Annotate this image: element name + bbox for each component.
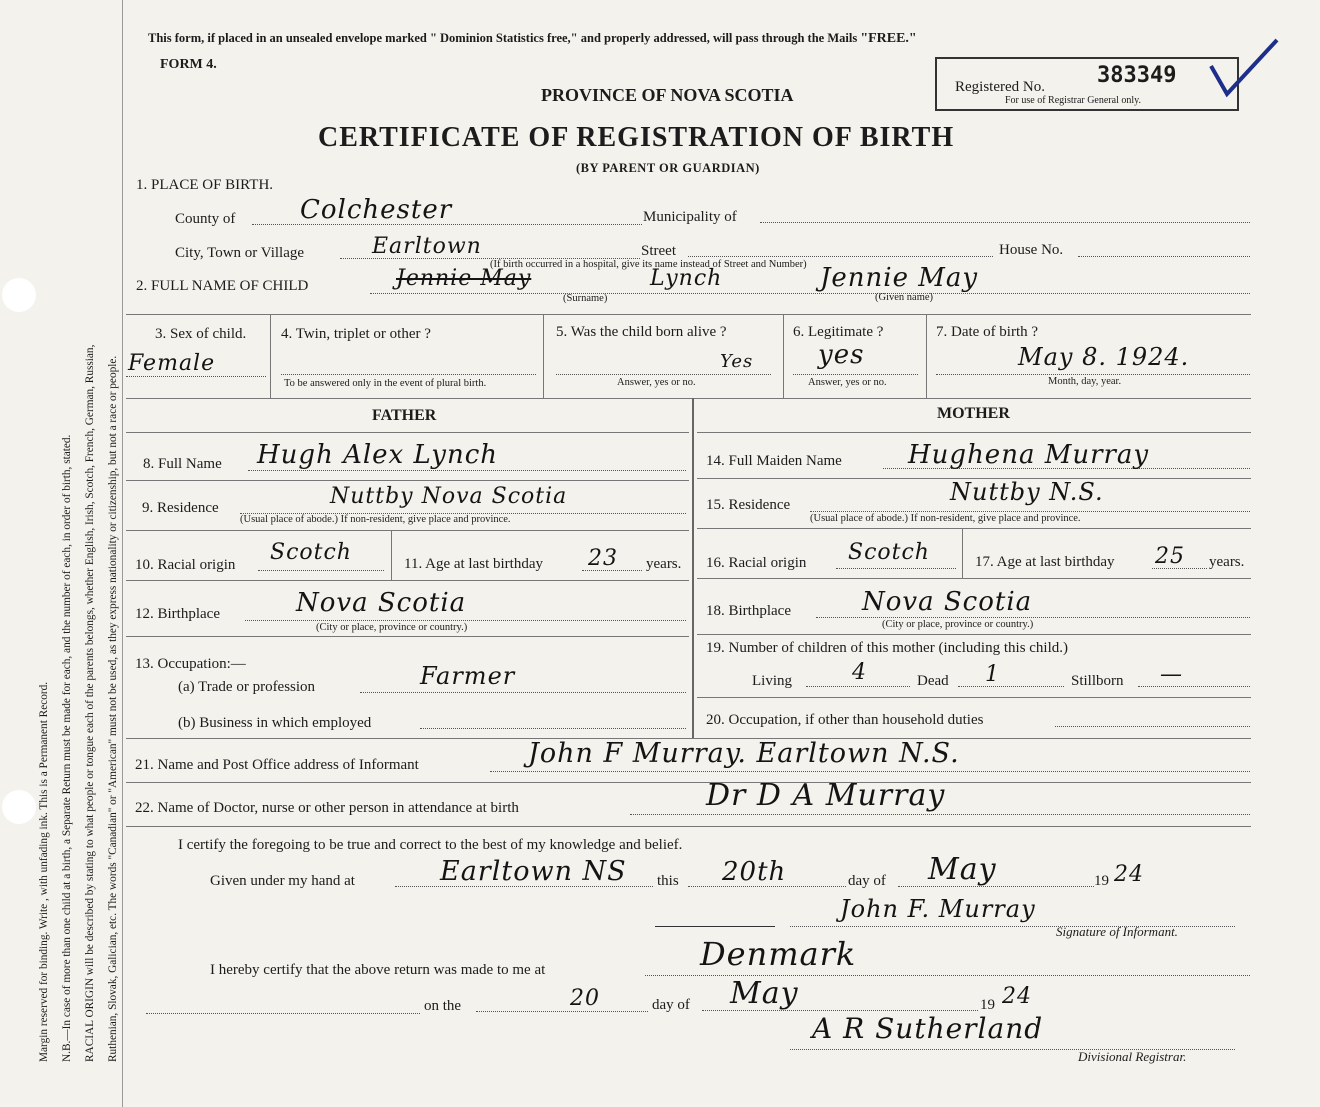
page-title: CERTIFICATE OF REGISTRATION OF BIRTH [318, 122, 955, 153]
doctor-value: Dr D A Murray [706, 778, 946, 813]
form-number: FORM 4. [160, 57, 217, 72]
legitimate-label: 6. Legitimate ? [793, 324, 884, 340]
child-name-label: 2. FULL NAME OF CHILD [136, 278, 309, 294]
father-residence-value: Nuttby Nova Scotia [330, 484, 568, 509]
father-heading: FATHER [372, 407, 437, 424]
father-race-value: Scotch [270, 540, 352, 565]
father-trade-value: Farmer [420, 662, 516, 690]
dob-label: 7. Date of birth ? [936, 324, 1039, 340]
on-the-label: on the [424, 998, 462, 1014]
alive-value: Yes [720, 351, 754, 372]
mail-notice-free: "FREE." [860, 31, 917, 46]
dob-value: May 8. 1924. [1018, 343, 1190, 371]
father-name-label: 8. Full Name [143, 456, 222, 472]
given-day-of-label: day of [848, 873, 886, 889]
punch-hole-bottom [2, 790, 36, 824]
mother-residence-note: (Usual place of abode.) If non-resident, give place and province. [810, 513, 1081, 524]
mother-name-value: Hughena Murray [908, 440, 1150, 470]
twin-label: 4. Twin, triplet or other ? [281, 326, 431, 342]
informant-signature: John F. Murray [840, 895, 1036, 923]
living-label: Living [752, 673, 792, 689]
dead-label: Dead [917, 673, 949, 689]
given-place-value: Earltown NS [440, 856, 627, 887]
informant-signature-label: Signature of Informant. [1056, 924, 1178, 939]
child-name-struck: Jennie May [396, 266, 532, 291]
mother-years: years. [1209, 554, 1245, 570]
province-heading: PROVINCE OF NOVA SCOTIA [541, 85, 794, 105]
father-residence-note: (Usual place of abode.) If non-resident, give place and province. [240, 514, 511, 525]
municipality-label: Municipality of [643, 209, 737, 225]
county-label: County of [175, 211, 236, 227]
registrar-day-of-label: day of [652, 997, 690, 1013]
father-birthplace-note: (City or place, province or country.) [316, 622, 468, 633]
registrar-day-value: 20 [570, 986, 600, 1011]
mother-children-label: 19. Number of children of this mother (including this child.) [706, 640, 1069, 656]
registrar-year-prefix: 19 [980, 997, 995, 1013]
mother-age-value: 25 [1155, 544, 1185, 569]
mother-birthplace-note: (City or place, province or country.) [882, 619, 1034, 630]
registrar-year-value: 24 [1002, 984, 1032, 1009]
mother-name-label: 14. Full Maiden Name [706, 453, 842, 469]
father-years: years. [646, 556, 682, 572]
dob-note: Month, day, year. [1048, 376, 1122, 387]
doctor-label: 22. Name of Doctor, nurse or other person in attendance at birth [135, 800, 519, 816]
hospital-note: (If birth occurred in a hospital, give its name instead of Street and Number) [490, 259, 807, 270]
dead-value: 1 [985, 662, 1000, 687]
given-label: Given under my hand at [210, 873, 355, 889]
punch-hole-top [2, 278, 36, 312]
father-age-value: 23 [588, 546, 618, 571]
legitimate-value: yes [818, 340, 865, 370]
father-age-label: 11. Age at last birthday [404, 556, 543, 572]
mother-residence-value: Nuttby N.S. [950, 478, 1104, 506]
cert-statement: I certify the foregoing to be true and correct to the best of my knowledge and belief. [178, 837, 683, 853]
sex-value: Female [128, 351, 216, 376]
registered-label: Registered No. [955, 79, 1045, 95]
informant-label: 21. Name and Post Office address of Informant [135, 757, 419, 773]
twin-note: To be answered only in the event of plural birth. [284, 378, 487, 389]
legitimate-note: Answer, yes or no. [808, 377, 887, 388]
father-name-value: Hugh Alex Lynch [257, 440, 499, 470]
mother-race-value: Scotch [848, 540, 930, 565]
alive-label: 5. Was the child born alive ? [556, 324, 727, 340]
mother-race-label: 16. Racial origin [706, 555, 807, 571]
mother-birthplace-label: 18. Birthplace [706, 603, 791, 619]
informant-value: John F Murray. Earltown N.S. [528, 738, 960, 769]
registrar-statement: I hereby certify that the above return was made to me at [210, 962, 546, 978]
alive-note: Answer, yes or no. [617, 377, 696, 388]
mother-residence-label: 15. Residence [706, 497, 791, 513]
registrar-month-value: May [730, 976, 799, 1011]
father-race-label: 10. Racial origin [135, 557, 236, 573]
check-mark-icon [1205, 36, 1285, 106]
county-value: Colchester [300, 195, 453, 225]
given-month-value: May [928, 852, 997, 887]
street-label: Street [641, 243, 676, 259]
registered-box [935, 57, 1239, 111]
given-day-value: 20th [722, 857, 787, 887]
city-value: Earltown [372, 234, 482, 259]
child-surname-value: Lynch [650, 266, 723, 291]
city-label: City, Town or Village [175, 245, 305, 261]
living-value: 4 [852, 660, 867, 685]
child-given-value: Jennie May [820, 263, 979, 293]
father-occupation-label: 13. Occupation:— [135, 656, 246, 672]
margin-note-binding: Margin reserved for binding. Write , with unfading ink. This is a Permanent Record. [38, 681, 50, 1062]
mother-occupation-label: 20. Occupation, if other than household duties [706, 712, 984, 728]
place-heading: 1. PLACE OF BIRTH. [136, 177, 274, 193]
mother-birthplace-value: Nova Scotia [862, 587, 1033, 617]
given-name-label: (Given name) [875, 292, 934, 303]
father-birthplace-label: 12. Birthplace [135, 606, 220, 622]
house-label: House No. [999, 242, 1064, 258]
registrar-signature-label: Divisional Registrar. [1078, 1049, 1187, 1064]
sex-label: 3. Sex of child. [155, 326, 247, 342]
margin-note-multiple-births: N.B.—In case of more than one child at a birth, a Separate Return must be made for each, and the number of each, in order of birth, stated. [61, 434, 73, 1062]
mail-notice-text: This form, if placed in an unsealed envelope marked " Dominion Statistics free," and properly addressed, will pass through the Mails [148, 31, 861, 45]
mother-age-label: 17. Age at last birthday [975, 554, 1115, 570]
surname-label: (Surname) [563, 293, 608, 304]
margin-note-racial-origin-2: Ruthenian, Slovak, Galician, etc. The words "Canadian" or "American" must not be used, as they express nationality or citizenship, but not a race or people. [107, 355, 119, 1062]
mother-heading: MOTHER [937, 405, 1010, 422]
given-year-prefix: 19 [1094, 873, 1109, 889]
registered-note: For use of Registrar General only. [1005, 95, 1141, 106]
father-business-label: (b) Business in which employed [178, 715, 372, 731]
margin-note-racial-origin: RACIAL ORIGIN will be described by stating to what people or tongue each of the parents belongs, whether English, Irish, Scotch, French, German, Russian, [84, 344, 96, 1062]
mail-notice [148, 31, 917, 47]
registrar-signature: A R Sutherland [812, 1012, 1044, 1045]
given-year-value: 24 [1114, 862, 1144, 887]
registrar-place-value: Denmark [700, 935, 857, 973]
page-subtitle: (BY PARENT OR GUARDIAN) [576, 161, 760, 175]
registered-number: 383349 [1097, 63, 1177, 88]
this-label: this [657, 873, 679, 889]
stillborn-label: Stillborn [1071, 673, 1124, 689]
father-birthplace-value: Nova Scotia [296, 588, 467, 618]
father-trade-label: (a) Trade or profession [178, 679, 316, 695]
stillborn-value: — [1160, 662, 1183, 687]
father-residence-label: 9. Residence [142, 500, 219, 516]
